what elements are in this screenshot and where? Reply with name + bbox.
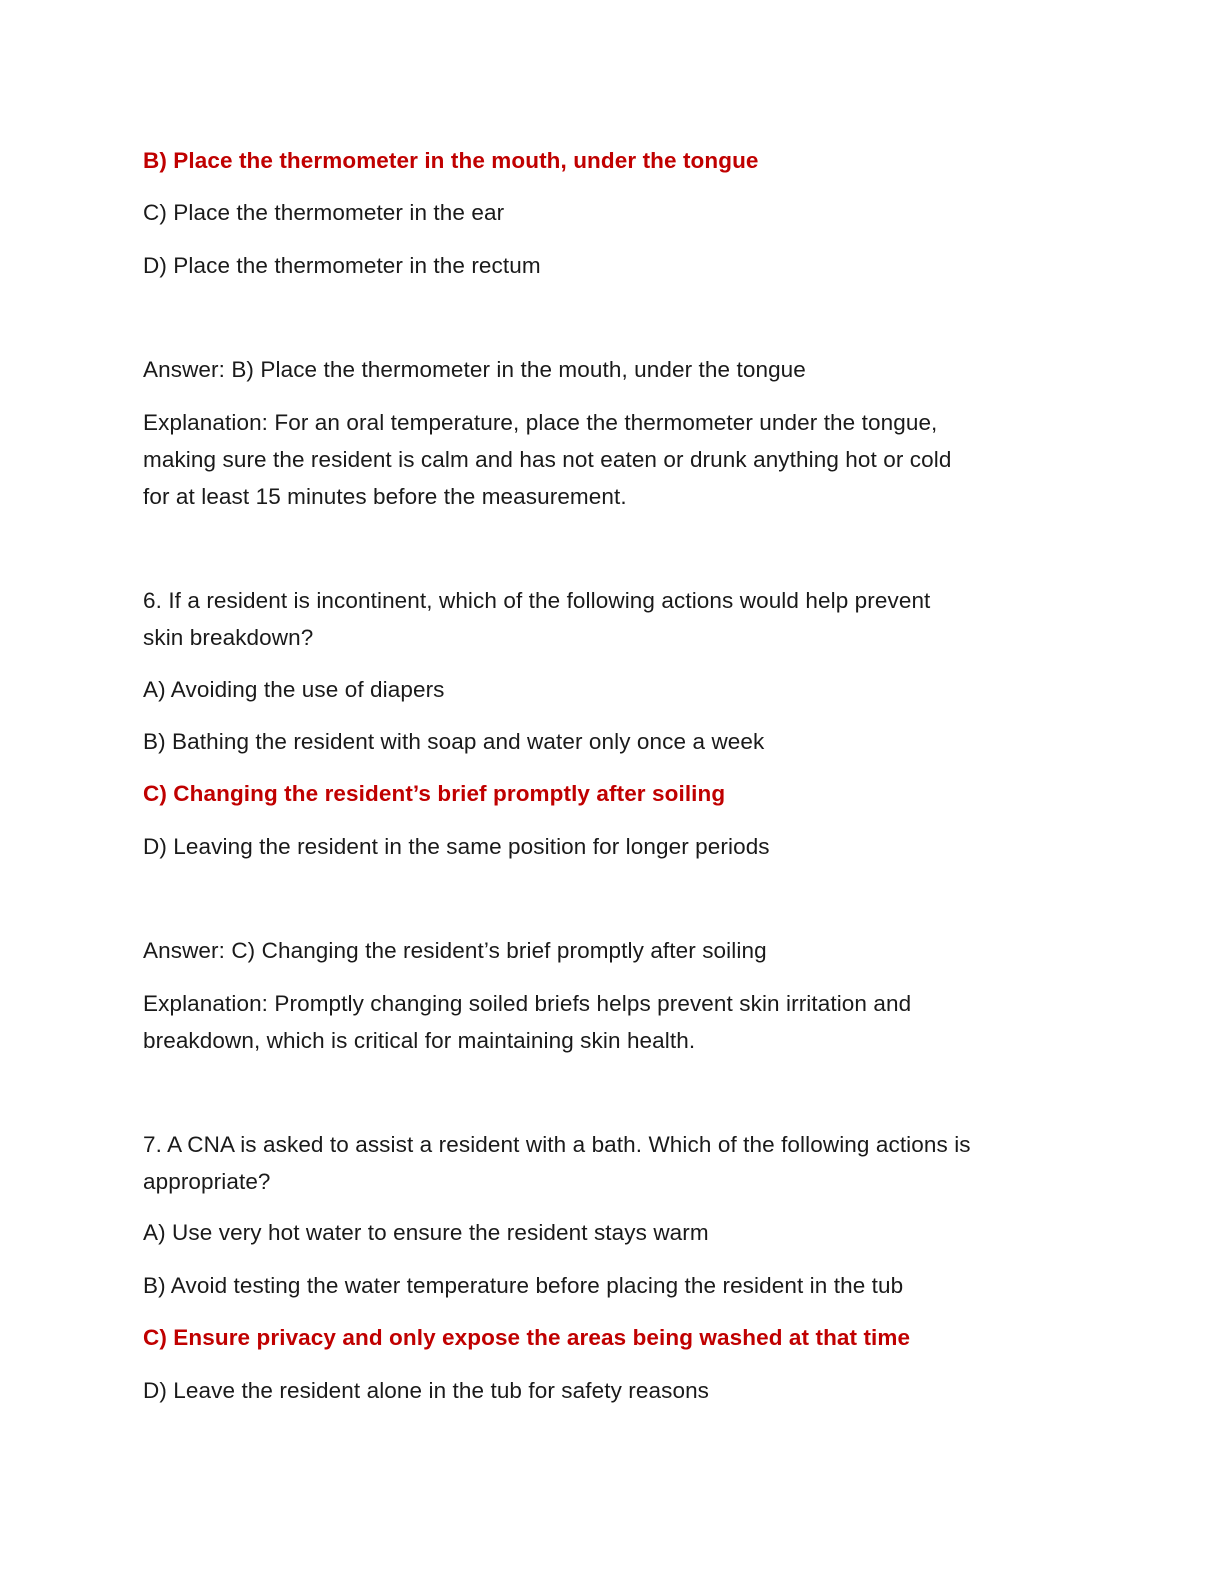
q7-question-line: appropriate?	[143, 1169, 271, 1194]
q5-explanation-line: making sure the resident is calm and has not eaten or drunk anything hot or cold	[143, 447, 952, 472]
q6-question-line: skin breakdown?	[143, 625, 314, 650]
q6-option-a: A) Avoiding the use of diapers	[143, 677, 445, 702]
q5-explanation-line: for at least 15 minutes before the measurement.	[143, 484, 627, 509]
q7-question	[143, 1126, 1083, 1200]
q6-explanation	[143, 985, 1083, 1059]
q7-question-line: 7. A CNA is asked to assist a resident with a bath. Which of the following actions is	[143, 1132, 971, 1157]
q7-option-b: B) Avoid testing the water temperature before placing the resident in the tub	[143, 1273, 904, 1298]
q5-option-c: C) Place the thermometer in the ear	[143, 200, 505, 225]
q7-option-d: D) Leave the resident alone in the tub for safety reasons	[143, 1378, 710, 1403]
q7-option-a: A) Use very hot water to ensure the resident stays warm	[143, 1220, 709, 1245]
q7-option-c-correct: C) Ensure privacy and only expose the areas being washed at that time	[143, 1325, 911, 1350]
q5-explanation	[143, 404, 1083, 515]
q6-option-b: B) Bathing the resident with soap and water only once a week	[143, 729, 765, 754]
q6-explanation-line: Explanation: Promptly changing soiled briefs helps prevent skin irritation and	[143, 991, 912, 1016]
q6-option-d: D) Leaving the resident in the same position for longer periods	[143, 834, 770, 859]
q6-explanation-line: breakdown, which is critical for maintaining skin health.	[143, 1028, 696, 1053]
q6-answer: Answer: C) Changing the resident’s brief promptly after soiling	[143, 938, 767, 963]
q6-question-line: 6. If a resident is incontinent, which of the following actions would help prevent	[143, 588, 931, 613]
q6-question	[143, 582, 1083, 656]
q6-option-c-correct: C) Changing the resident’s brief promptly after soiling	[143, 781, 726, 806]
q5-option-b-correct: B) Place the thermometer in the mouth, under the tongue	[143, 148, 759, 173]
q5-answer: Answer: B) Place the thermometer in the mouth, under the tongue	[143, 357, 806, 382]
q5-explanation-line: Explanation: For an oral temperature, place the thermometer under the tongue,	[143, 410, 938, 435]
q5-option-d: D) Place the thermometer in the rectum	[143, 253, 541, 278]
